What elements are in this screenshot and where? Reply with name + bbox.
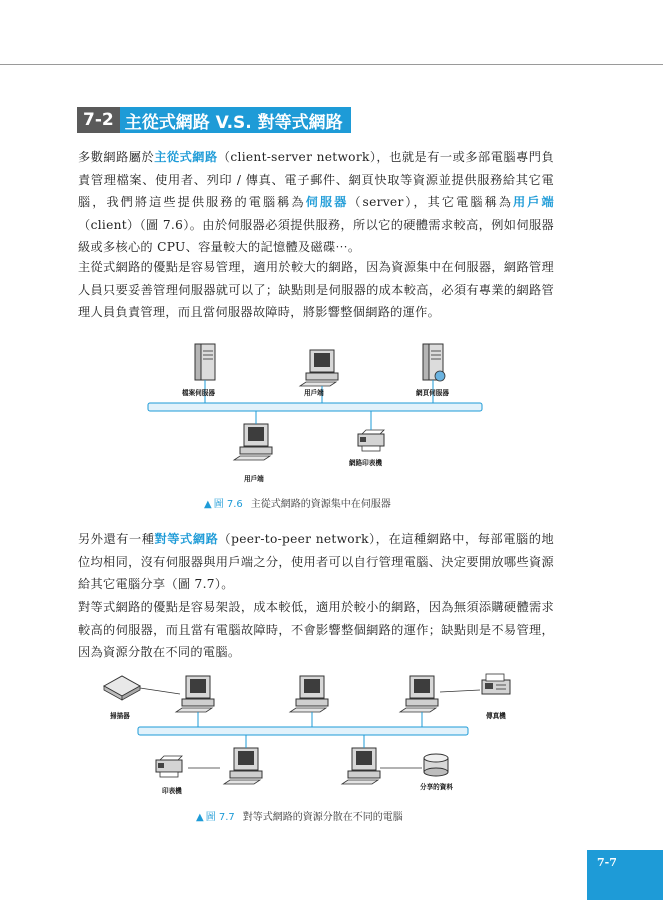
page-number: 7-7 bbox=[597, 856, 617, 869]
peer-computer-5-icon bbox=[342, 735, 422, 784]
fax-label: 傳真機 bbox=[486, 712, 506, 720]
page-number-tab bbox=[587, 850, 663, 900]
text-run: （peer-to-peer network），在這種網路中，每部電腦的地位均相同，沒有伺服器與用戶端之分，使用者可以自行管理電腦、決定要開放哪些資源給其它電腦分享（圖 7.7）。 bbox=[78, 532, 555, 591]
caption-number: 圖 7.6 bbox=[213, 499, 243, 510]
term-peer-to-peer: 對等式網路 bbox=[154, 532, 219, 546]
network-bus bbox=[138, 727, 468, 735]
peer-computer-2-icon bbox=[290, 676, 328, 727]
section-title: 主從式網路 V.S. 對等式網路 bbox=[120, 107, 351, 133]
figure-caption-7-7 bbox=[196, 808, 403, 823]
paragraph-client-server-intro bbox=[78, 146, 554, 259]
caption-marker-icon: ▲ bbox=[204, 499, 212, 510]
file-server-label: 檔案伺服器 bbox=[182, 389, 215, 397]
scanner-label: 掃描器 bbox=[110, 712, 130, 720]
client-bottom-label: 用戶端 bbox=[244, 475, 264, 483]
network-printer-icon bbox=[358, 411, 384, 451]
network-bus bbox=[148, 403, 482, 411]
peer-computer-1-icon bbox=[176, 676, 214, 727]
peer-computer-3-icon bbox=[400, 676, 480, 727]
text-run: （server），其它電腦稱為 bbox=[348, 195, 514, 209]
section-number: 7-2 bbox=[77, 107, 120, 133]
fax-icon bbox=[482, 674, 510, 694]
caption-text: 主從式網路的資源集中在伺服器 bbox=[250, 499, 391, 510]
caption-text: 對等式網路的資源分散在不同的電腦 bbox=[242, 812, 403, 823]
header-rule bbox=[0, 64, 663, 65]
printer-icon bbox=[156, 756, 220, 777]
paragraph-peer-to-peer-intro bbox=[78, 528, 554, 596]
text-run: （client-server network），也就是有一或多部電腦專門負責管理檔案、使用者、列印 / 傳真、電子郵件、網頁快取等資源並提供服務給其它電腦，我們將這些提供服務的電腦稱為 bbox=[78, 150, 554, 209]
figure-caption-7-6 bbox=[204, 495, 391, 510]
text-run: 另外還有一種 bbox=[78, 532, 155, 546]
text-run: 多數網路屬於 bbox=[78, 150, 155, 164]
network-printer-label: 網路印表機 bbox=[349, 459, 382, 467]
term-client-server: 主從式網路 bbox=[154, 150, 218, 164]
section-heading bbox=[77, 107, 351, 133]
shared-data-label: 分享的資料 bbox=[420, 783, 453, 791]
paragraph-client-server-pros-cons: 主從式網路的優點是容易管理，適用於較大的網路，因為資源集中在伺服器，網路管理人員只要妥善管理伺服器就可以了；缺點則是伺服器的成本較高，必須有專業的網路管理人員負責管理，而且當伺服器故障時，將影響整個網路的運作。 bbox=[78, 260, 554, 319]
caption-number: 圖 7.7 bbox=[205, 812, 235, 823]
text-run: （client）（圖 7.6）。由於伺服器必須提供服務，所以它的硬體需求較高，例如伺服器級或多核心的 CPU、容量較大的記憶體及磁碟⋯。 bbox=[78, 217, 554, 254]
peer-computer-4-icon bbox=[224, 735, 262, 784]
shared-data-disk-icon bbox=[424, 754, 448, 776]
term-client: 用戶端 bbox=[513, 195, 554, 209]
figure-peer-to-peer-diagram bbox=[100, 668, 520, 802]
term-server: 伺服器 bbox=[305, 195, 349, 209]
scanner-icon bbox=[104, 676, 180, 700]
printer-label: 印表機 bbox=[162, 787, 182, 795]
web-server-label: 網頁伺服器 bbox=[416, 389, 449, 397]
client-computer-bottom-icon bbox=[234, 411, 272, 460]
figure-client-server-diagram bbox=[140, 336, 490, 486]
client-top-label: 用戶端 bbox=[304, 389, 324, 397]
caption-marker-icon: ▲ bbox=[196, 812, 204, 823]
paragraph-peer-to-peer-pros-cons: 對等式網路的優點是容易架設，成本較低，適用於較小的網路，因為無須添購硬體需求較高的伺服器，而且當有電腦故障時，不會影響整個網路的運作；缺點則是不易管理，因為資源分散在不同的電腦。 bbox=[78, 600, 554, 659]
